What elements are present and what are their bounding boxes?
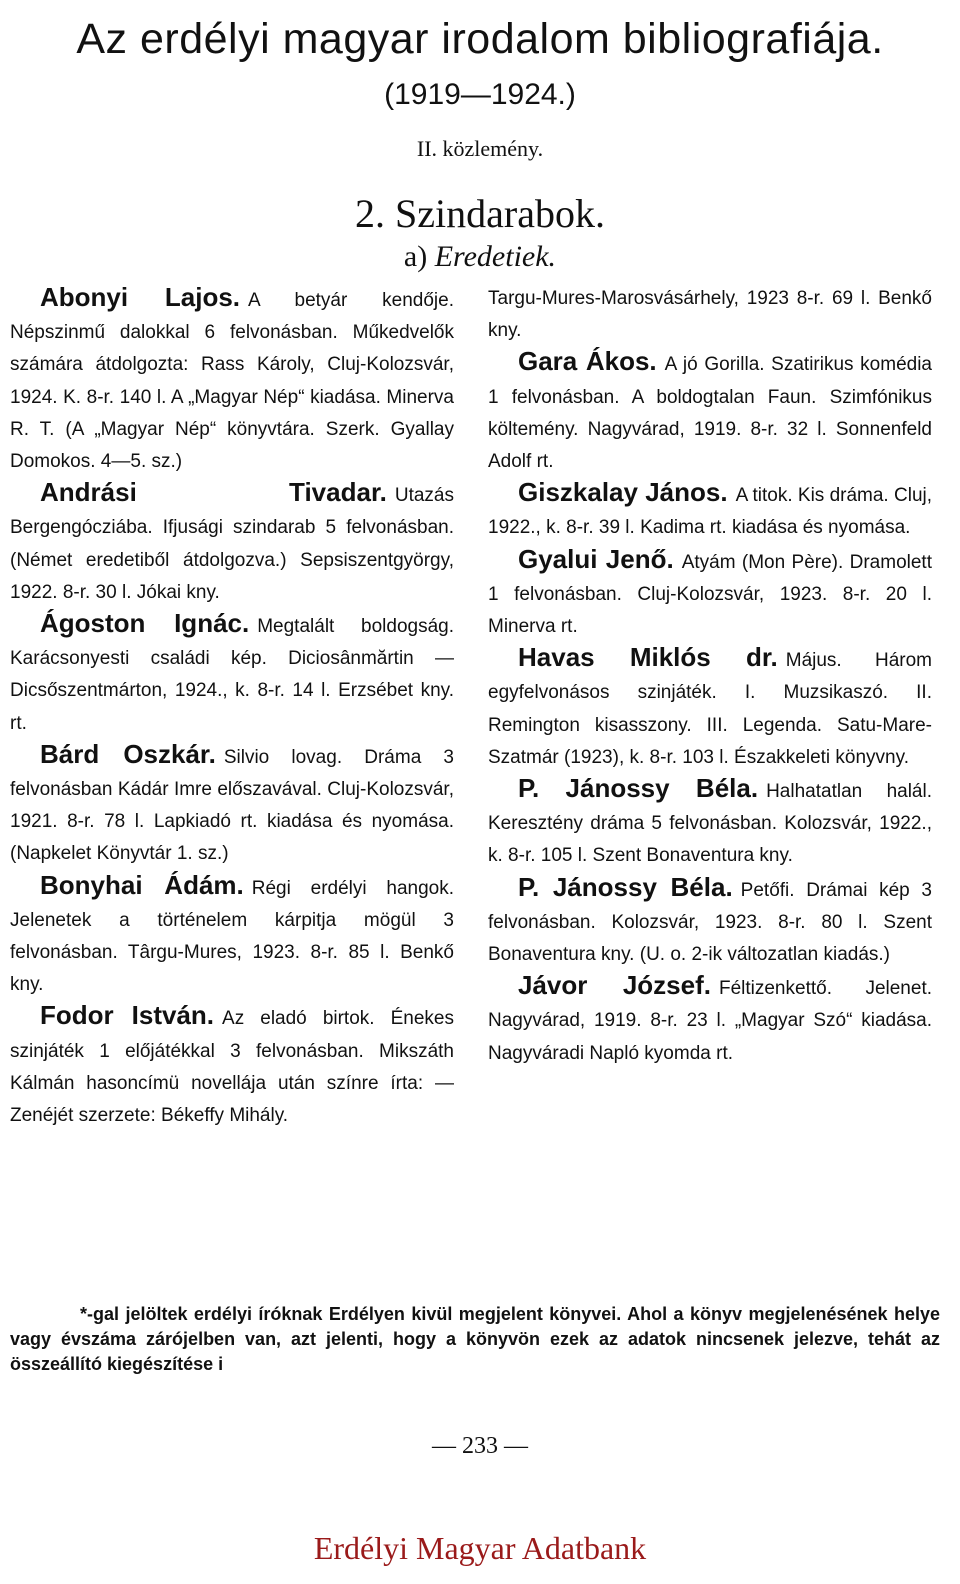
bibliography-entry [488,346,932,477]
bibliography-entry [488,970,932,1069]
bibliography-entry [488,642,932,773]
bibliography-entry [488,477,932,543]
bibliography-entry [10,477,454,608]
page-title: Az erdélyi magyar irodalom bibliografiája. [76,15,884,63]
entry-author: Gyalui Jenő. [518,543,674,574]
entry-text: Régi erdélyi hangok. Jelenetek a történelem kárpitja mögül 3 felvonásban. Târgu-Mures, 1923. 8-r. 85 l. Benkő kny. [10,877,455,996]
footnote [10,1302,940,1377]
entry-text: Silvio lovag. Dráma 3 felvonásban Kádár Imre előszavával. Cluj-Kolozsvár, 1921. 8-r. 78 l. Lapkiadó rt. kiadása és nyomása. (Napkelet Könyvtár 1. sz.) [10,746,454,865]
entry-author: Ágoston Ignác. [40,608,250,639]
left-column [10,282,454,1131]
entry-text: Az eladó birtok. Énekes szinjáték 1 előjátékkal 3 felvonásban. Mikszáth Kálmán hasoncímü novellája után színre írta: — Zenéjét szerzete: Békeffy Mihály. [10,1008,454,1127]
bibliography-entry [488,544,932,643]
entry-text: Utazás Bergengócziába. Ifjusági szindarab 5 felvonásban. (Német eredetiből átdolgozva.) Sepsiszentgyörgy, 1922. 8-r. 30 l. Jókai kny. [10,485,454,603]
bibliography-entry [10,870,454,1001]
bibliography-entry [10,1000,454,1131]
entry-author: Gara Ákos. [518,346,657,377]
page-number: — 233 — [432,1433,528,1459]
entry-author: Andrási Tivadar. [40,477,387,508]
bibliography-entry [10,608,454,739]
entry-author: Bárd Oszkár. [40,738,216,769]
subsection-heading [0,240,960,274]
entry-author: Havas Miklós dr. [518,642,778,673]
entry-author: Abonyi Lajos. [40,282,241,312]
bibliography-entry-continuation [488,282,932,346]
bibliography-entry [10,282,454,477]
entry-author: Fodor István. [40,1000,215,1031]
entry-author: Jávor József. [518,970,711,1001]
right-column [488,282,932,1069]
bibliography-entry [10,739,454,870]
entry-text: Atyám (Mon Père). Dramolett 1 felvonásban. Cluj-Kolozsvár, 1923. 8-r. 20 l. Minerva rt. [488,551,932,638]
entry-author: P. Jánossy Béla. [518,773,759,804]
entry-text: A titok. Kis dráma. Cluj, 1922., k. 8-r. 39 l. Kadima rt. kiadása és nyomása. [488,485,933,539]
entry-text: Féltizenkettő. Jelenet. Nagyvárad, 1919. 8-r. 23 l. „Magyar Szó“ kiadása. Nagyváradi Napló kyomda rt. [488,978,933,1064]
installment-label: II. közlemény. [416,136,544,161]
entry-author: P. Jánossy Béla. [518,871,733,902]
year-range: (1919—1924.) [384,78,576,111]
entry-text: Petőfi. Drámai kép 3 felvonásban. Kolozsvár, 1923. 8-r. 80 l. Szent Bonaventura kny. (U. o. 2-ik változatlan kiadás.) [488,879,932,966]
bibliography-entry [488,872,932,971]
subsection-prefix: a) [403,240,428,273]
subsection-label: Eredetiek. [434,240,557,273]
entry-author: Giszkalay János. [518,477,728,508]
section-heading: 2. Szindarabok. [355,191,605,236]
entry-text: Május. Három egyfelvonásos szinjáték. I. Muzsikaszó. II. Remington kisasszony. III. Legenda. Satu-Mare-Szatmár (1923), k. 8-r. 103 l. Északkeleti könyvny. [488,650,932,768]
bibliography-entry [488,773,932,872]
entry-text: Targu-Mures-Marosvásárhely, 1923 8-r. 69 l. Benkő kny. [488,288,932,342]
entry-text: Megtalált boldogság. Karácsonyesti családi kép. Diciosânmărtin — Dicsőszentmárton, 1924., k. 8-r. 14 l. Erzsébet kny. rt. [10,616,454,734]
entry-author: Bonyhai Ádám. [40,869,244,900]
entry-text: A betyár kendője. Népszinmű dalokkal 6 felvonásban. Műkedvelők számára átdolgozta: Rass Károly, Cluj-Kolozsvár, 1924. K. 8-r. 140 l. A „Magyar Nép“ kiadása. Minerva R. T. (A „Magyar Nép“ könyvtára. Szerk. Gyallay Domokos. 4—5. sz.) [10,290,454,473]
footnote-text: *-gal jelöltek erdélyi íróknak Erdélyen kivül megjelent könyvei. Ahol a könyv megjelenésének helye vagy évszáma zárójelben van, azt jelenti, hogy a könyvön ezek az adatok nincsenek jelezve, tehát az összeállító kiegészítése i [10,1304,940,1374]
entry-text: A jó Gorilla. Szatirikus komédia 1 felvonásban. A boldogtalan Faun. Szimfónikus költemény. Nagyvárad, 1919. 8-r. 32 l. Sonnenfeld Adolf rt. [488,354,932,473]
entry-text: Halhatatlan halál. Keresztény dráma 5 felvonásban. Kolozsvár, 1922., k. 8-r. 105 l. Szent Bonaventura kny. [488,781,933,867]
watermark: Erdélyi Magyar Adatbank [313,1530,647,1566]
